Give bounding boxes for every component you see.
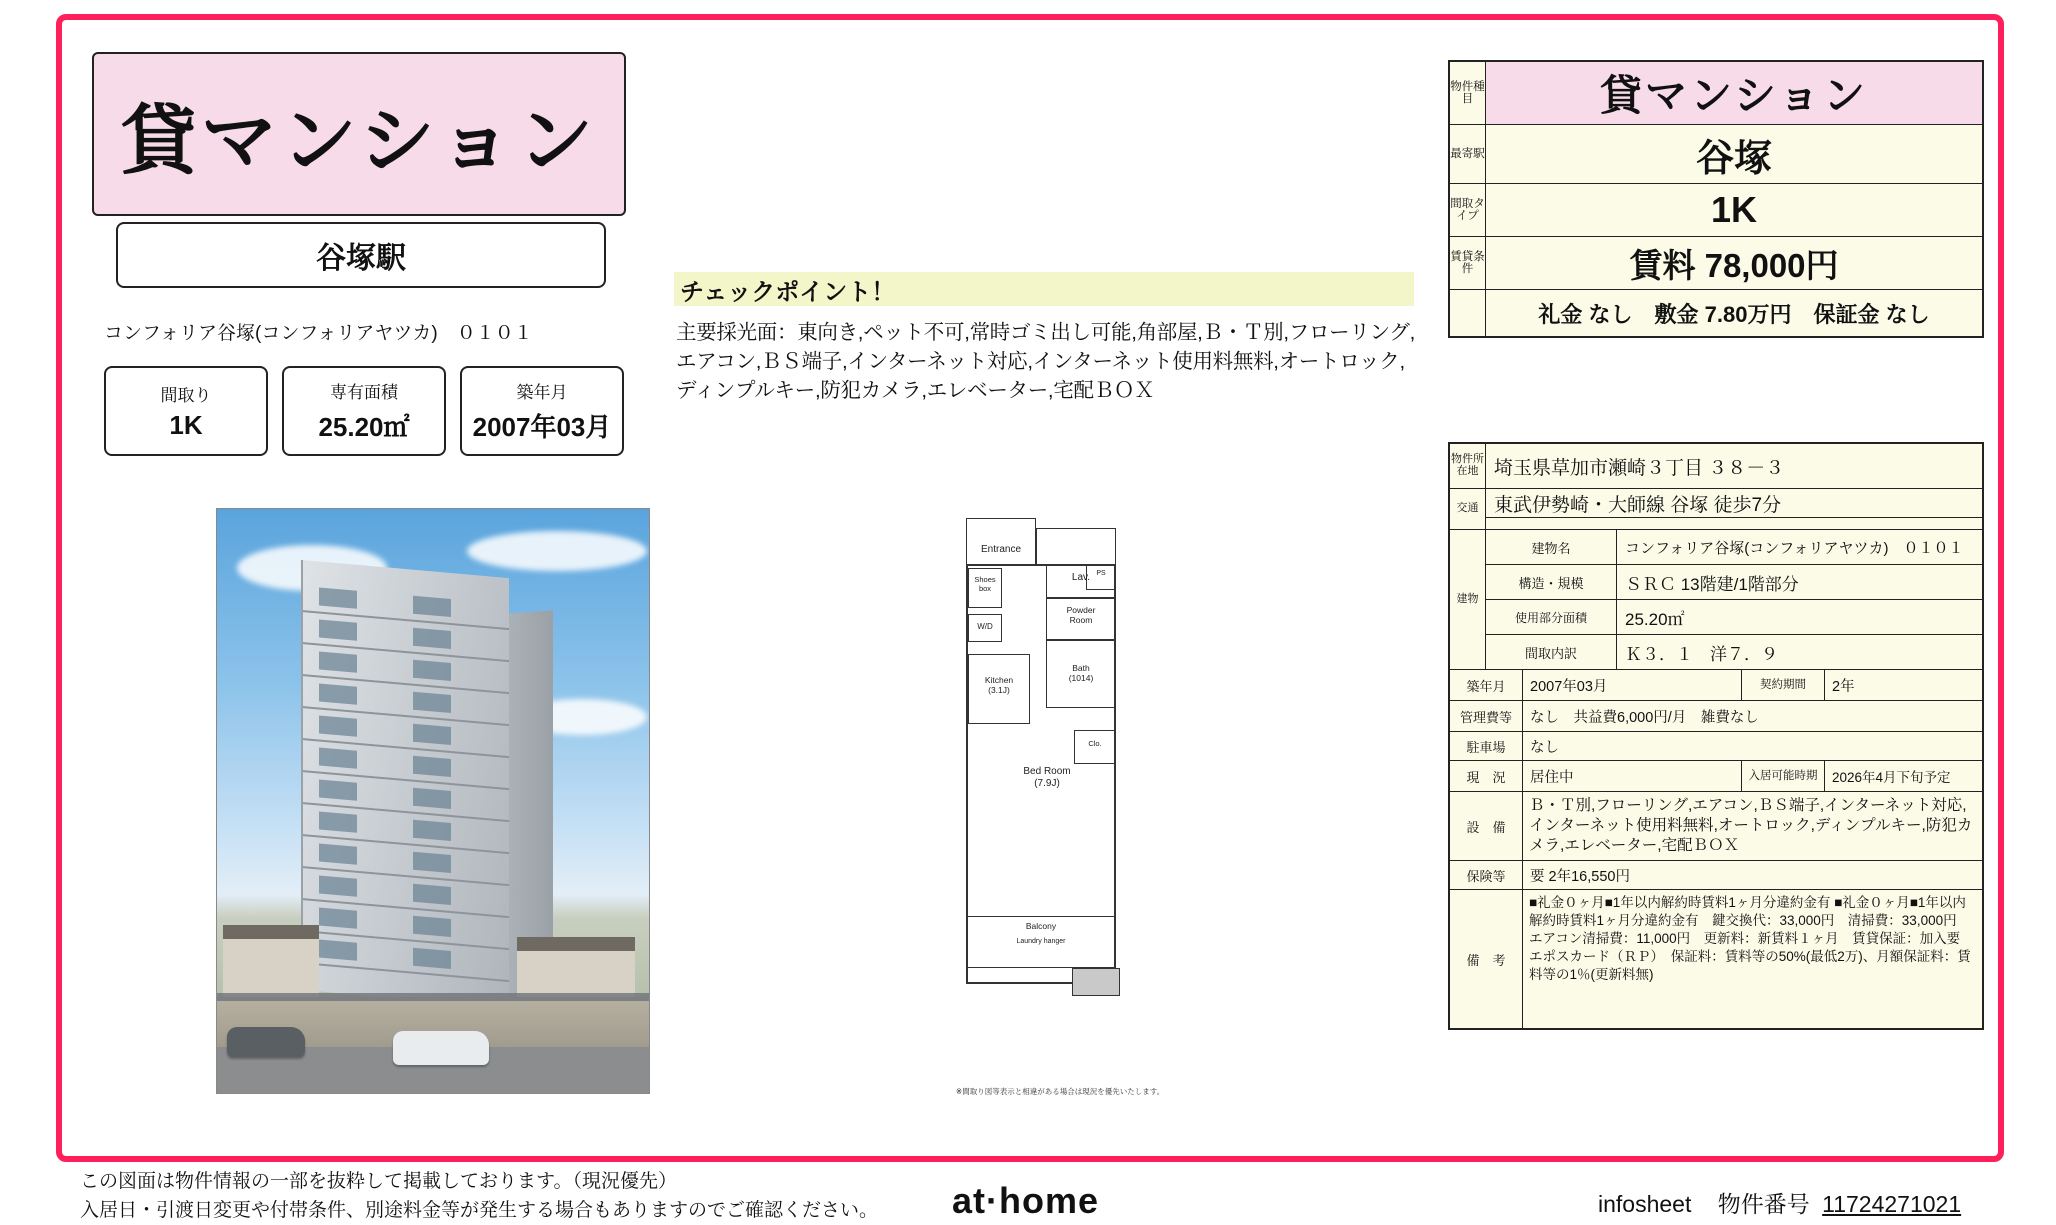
details-value-equipment: Ｂ・Ｔ別,フローリング,エアコン,ＢＳ端子,インターネット対応,インターネット使用料無料,オートロック,ディンプルキー,防犯カメラ,エレベーター,宅配ＢＯＸ bbox=[1523, 792, 1982, 860]
photo-car bbox=[393, 1031, 489, 1065]
summary-value-deposit: 礼金 なし 敷金 7.80万円 保証金 なし bbox=[1538, 298, 1929, 329]
summary-row-layout bbox=[1450, 184, 1982, 237]
summary-head-station: 最寄駅 bbox=[1450, 125, 1486, 183]
photo-car bbox=[227, 1027, 305, 1057]
details-key-equipment: 設 備 bbox=[1450, 792, 1523, 860]
property-no-value: 11724271021 bbox=[1822, 1191, 1961, 1217]
building-key-name: 建物名 bbox=[1486, 530, 1617, 564]
details-head-building: 建物 bbox=[1450, 530, 1486, 669]
summary-row-deposit bbox=[1450, 290, 1982, 336]
details-table bbox=[1448, 442, 1984, 1030]
details-row-equipment bbox=[1450, 792, 1982, 861]
spec-layout-value: 1K bbox=[169, 410, 202, 441]
details-row-year bbox=[1450, 670, 1982, 701]
spec-area-label: 専有面積 bbox=[330, 378, 398, 403]
building-value-area: 25.20㎡ bbox=[1617, 600, 1982, 634]
checkpoint-title bbox=[674, 272, 1414, 306]
checkpoint-body: 主要採光面：東向き,ペット不可,常時ゴミ出し可能,角部屋,Ｂ・Ｔ別,フローリング,エアコン,ＢＳ端子,インターネット対応,インターネット使用料無料,オートロック,ディンプルキー,防犯カメラ,エレベーター,宅配ＢＯＸ bbox=[676, 318, 1420, 405]
building-key-rooms: 間取内訳 bbox=[1486, 635, 1617, 669]
building-row-structure bbox=[1486, 565, 1982, 600]
building-row-rooms bbox=[1486, 635, 1982, 669]
details-value-movein: 2026年4月下旬予定 bbox=[1825, 761, 1982, 791]
building-name: コンフォリア谷塚(コンフォリアヤツカ) ０１０１ bbox=[104, 318, 644, 345]
property-type-title bbox=[92, 52, 626, 216]
details-value-year: 2007年03月 bbox=[1523, 670, 1741, 700]
details-row-remarks bbox=[1450, 890, 1982, 1028]
building-key-structure: 構造・規模 bbox=[1486, 565, 1617, 599]
summary-value-station: 谷塚 bbox=[1696, 127, 1772, 182]
details-key-year: 築年月 bbox=[1450, 670, 1523, 700]
details-row-mgmt bbox=[1450, 701, 1982, 732]
footer-disclaimer-line1: この図面は物件情報の一部を抜粋して掲載しております。（現況優先） bbox=[80, 1168, 878, 1197]
details-value-traffic: 東武伊勢崎・大師線 谷塚 徒歩7分 bbox=[1486, 489, 1982, 518]
photo-house bbox=[517, 937, 635, 997]
summary-value-type: 貸マンション bbox=[1600, 63, 1868, 123]
footer-disclaimer-line2: 入居日・引渡日変更や付帯条件、別途料金等が発生する場合もありますのでご確認ください。 bbox=[80, 1197, 878, 1225]
details-row-address bbox=[1450, 444, 1982, 489]
details-key-contract: 契約期間 bbox=[1741, 670, 1825, 700]
details-key-mgmt: 管理費等 bbox=[1450, 701, 1523, 731]
details-value-parking: なし bbox=[1523, 732, 1982, 760]
spec-year bbox=[460, 366, 624, 456]
details-head-address: 物件所在地 bbox=[1450, 444, 1486, 488]
building-value-structure: ＳＲＣ 13階建/1階部分 bbox=[1617, 565, 1982, 599]
footer-disclaimer bbox=[80, 1168, 878, 1225]
building-row-name bbox=[1486, 530, 1982, 565]
summary-row-station bbox=[1450, 125, 1982, 184]
details-row-parking bbox=[1450, 732, 1982, 761]
details-value-status: 居住中 bbox=[1523, 761, 1741, 791]
details-value-mgmt: なし 共益費6,000円/月 雑費なし bbox=[1523, 701, 1982, 731]
spec-year-label: 築年月 bbox=[517, 378, 568, 403]
athome-logo: at·home bbox=[952, 1180, 1099, 1222]
summary-value-rent: 賃料 78,000円 bbox=[1629, 240, 1838, 287]
building-value-name: コンフォリア谷塚(コンフォリアヤツカ) ０１０１ bbox=[1617, 530, 1982, 564]
property-no-label: 物件番号 bbox=[1718, 1191, 1810, 1217]
summary-head-deposit bbox=[1450, 290, 1486, 336]
details-value-insurance: 要 2年16,550円 bbox=[1523, 861, 1982, 889]
building-row-area bbox=[1486, 600, 1982, 635]
photo-house bbox=[223, 925, 319, 997]
spec-layout-label: 間取り bbox=[161, 381, 212, 406]
building-value-rooms: Ｋ３．１ 洋７．９ bbox=[1617, 635, 1982, 669]
summary-value-layout: 1K bbox=[1711, 189, 1757, 231]
photo-cloud bbox=[467, 531, 647, 571]
spec-year-value: 2007年03月 bbox=[473, 407, 612, 444]
spec-row bbox=[104, 366, 624, 456]
summary-row-rent bbox=[1450, 237, 1982, 290]
station-text: 谷塚駅 bbox=[316, 233, 406, 277]
floor-plan: PS Entrance Shoes box W/D Lav. Powder Room Bath (1014) Kitchen (3.1J) Clo. Bed Room (7.9J) Balcony Laundry hanger bbox=[952, 518, 1162, 1078]
spec-area-value: 25.20㎡ bbox=[318, 407, 409, 444]
details-key-movein: 入居可能時期 bbox=[1741, 761, 1825, 791]
spec-area bbox=[282, 366, 446, 456]
footer-infosheet bbox=[1598, 1186, 1961, 1219]
details-key-remarks: 備 考 bbox=[1450, 890, 1523, 1028]
summary-head-rent: 賃貸条件 bbox=[1450, 237, 1486, 289]
station-box bbox=[116, 222, 606, 288]
checkpoint-title-text: チェックポイント！ bbox=[674, 272, 895, 307]
details-key-parking: 駐車場 bbox=[1450, 732, 1523, 760]
summary-table bbox=[1448, 60, 1984, 338]
details-row-building bbox=[1450, 530, 1982, 670]
building-key-area: 使用部分面積 bbox=[1486, 600, 1617, 634]
details-value-address: 埼玉県草加市瀬崎３丁目 ３８－３ bbox=[1486, 444, 1982, 488]
details-row-traffic bbox=[1450, 489, 1982, 530]
floorplan-note: ※間取り図等表示と相違がある場合は現況を優先いたします。 bbox=[950, 1086, 1170, 1097]
details-value-remarks: ■礼金０ヶ月■1年以内解約時賃料1ヶ月分違約金有 ■礼金０ヶ月■1年以内解約時賃料1ヶ月分違約金有 鍵交換代：33,000円 清掃費：33,000円 エアコン清掃費：11,000円 更新料：新賃料１ヶ月 賃貸保証：加入要 エポスカード（ＲＰ） 保証料：賃料等の50%(最低2万)、月額保証料：賃料等の1％(更新料無) bbox=[1523, 890, 1982, 1028]
details-head-traffic: 交通 bbox=[1450, 489, 1486, 529]
summary-row-type bbox=[1450, 62, 1982, 125]
summary-head-layout: 間取タイプ bbox=[1450, 184, 1486, 236]
property-type-text: 貸マンション bbox=[121, 80, 598, 189]
details-row-insurance bbox=[1450, 861, 1982, 890]
building-photo bbox=[216, 508, 650, 1094]
details-row-status bbox=[1450, 761, 1982, 792]
spec-layout bbox=[104, 366, 268, 456]
details-value-contract: 2年 bbox=[1825, 670, 1982, 700]
infosheet-label: infosheet bbox=[1598, 1191, 1691, 1217]
summary-head-type: 物件種目 bbox=[1450, 62, 1486, 124]
photo-fence bbox=[217, 993, 649, 1001]
details-key-status: 現 況 bbox=[1450, 761, 1523, 791]
details-key-insurance: 保険等 bbox=[1450, 861, 1523, 889]
photo-building-main bbox=[301, 560, 509, 1008]
